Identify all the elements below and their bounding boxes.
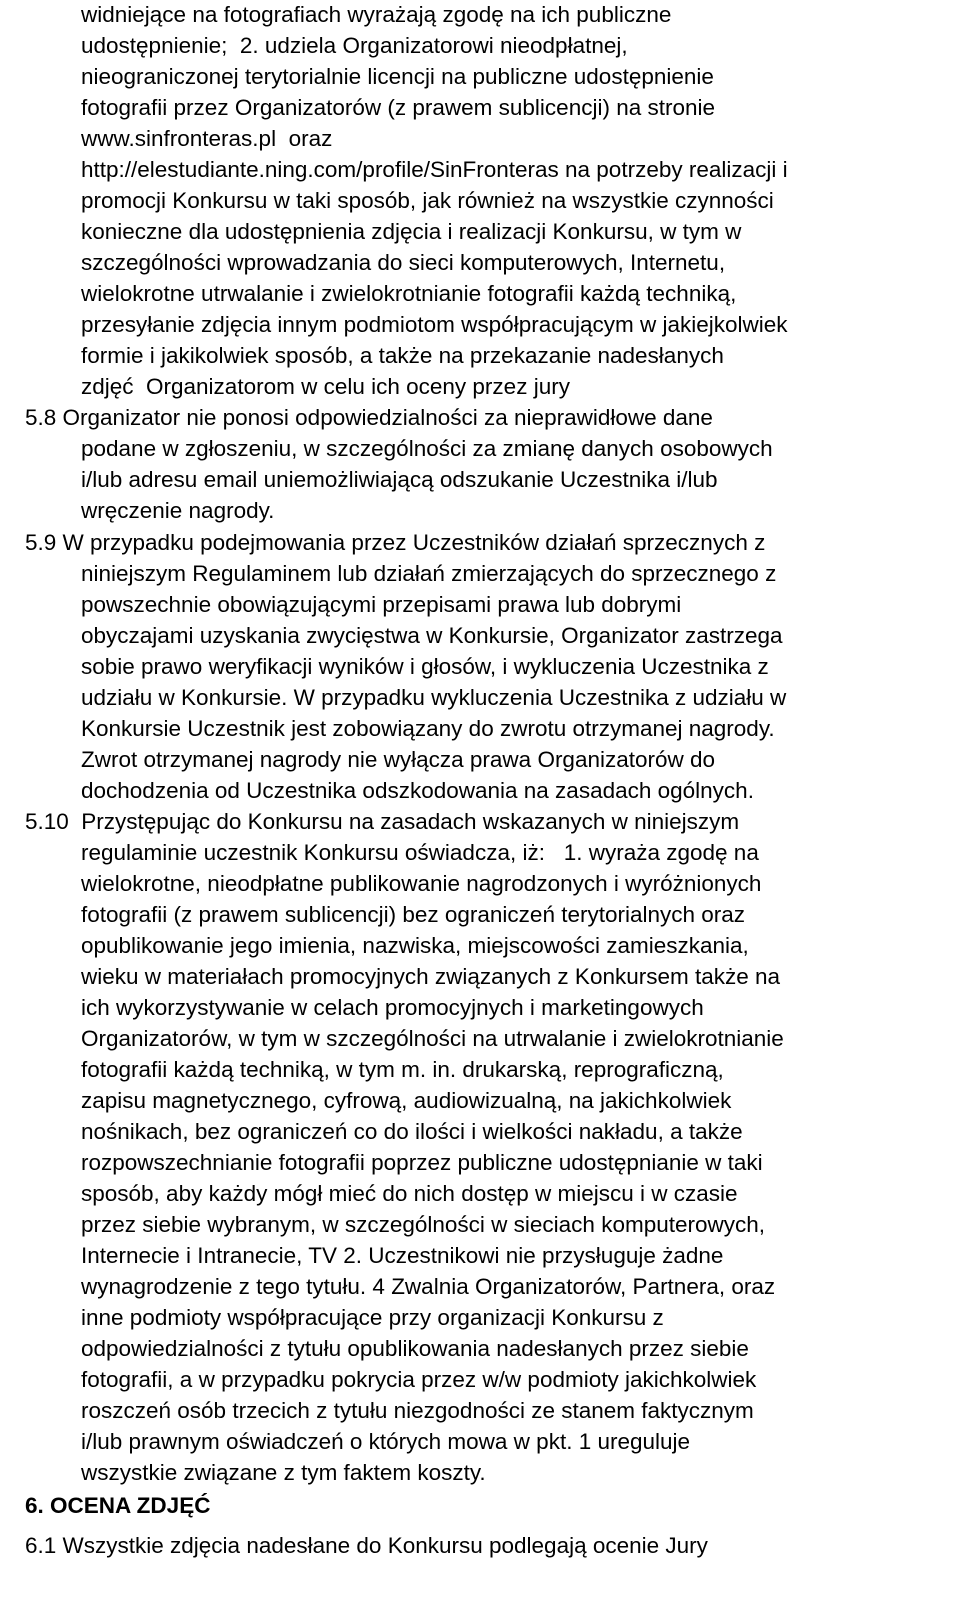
text-line: dochodzenia od Uczestnika odszkodowania na zasadach ogólnych.: [81, 778, 754, 803]
text-line: formie i jakikolwiek sposób, a także na przekazanie nadesłanych: [81, 343, 724, 368]
text-line: wielokrotne utrwalanie i zwielokrotnianie fotografii każdą techniką,: [81, 281, 737, 306]
text-line: zapisu magnetycznego, cyfrową, audiowizualną, na jakichkolwiek: [81, 1088, 732, 1113]
text-line: wręczenie nagrody.: [81, 498, 275, 523]
text-line: i/lub prawnym oświadczeń o których mowa w pkt. 1 ureguluje: [81, 1429, 691, 1454]
text-line: sposób, aby każdy mógł mieć do nich dostęp w miejscu i w czasie: [81, 1181, 738, 1206]
text-line: wszystkie związane z tym faktem koszty.: [81, 1460, 486, 1485]
text-line: sobie prawo weryfikacji wyników i głosów, i wykluczenia Uczestnika z: [81, 654, 769, 679]
text-line: udostępnienie; 2. udziela Organizatorowi nieodpłatnej,: [81, 33, 628, 58]
text-line: fotografii każdą techniką, w tym m. in. drukarską, reprograficzną,: [81, 1057, 724, 1082]
text-line: www.sinfronteras.pl oraz: [81, 126, 333, 151]
text-line: ich wykorzystywanie w celach promocyjnych i marketingowych: [81, 995, 704, 1020]
text-line: podane w zgłoszeniu, w szczególności za zmianę danych osobowych: [81, 436, 773, 461]
text-line: przez siebie wybranym, w szczególności w sieciach komputerowych,: [81, 1212, 766, 1237]
text-line: przesyłanie zdjęcia innym podmiotom współpracującym w jakiejkolwiek: [81, 312, 788, 337]
text-line: nieograniczonej terytorialnie licencji na publiczne udostępnienie: [81, 64, 714, 89]
text-line: Organizatorów, w tym w szczególności na utrwalanie i zwielokrotnianie: [81, 1026, 784, 1051]
text-line: szczególności wprowadzania do sieci komputerowych, Internetu,: [81, 250, 726, 275]
text-line: Internecie i Intranecie, TV 2. Uczestnikowi nie przysługuje żadne: [81, 1243, 724, 1268]
text-line: fotografii (z prawem sublicencji) bez ograniczeń terytorialnych oraz: [81, 902, 746, 927]
text-line: udziału w Konkursie. W przypadku wykluczenia Uczestnika z udziału w: [81, 685, 787, 710]
text-line: konieczne dla udostępnienia zdjęcia i realizacji Konkursu, w tym w: [81, 219, 742, 244]
text-line: obyczajami uzyskania zwycięstwa w Konkursie, Organizator zastrzega: [81, 623, 783, 648]
text-line: i/lub adresu email uniemożliwiającą odszukanie Uczestnika i/lub: [81, 467, 718, 492]
text-line: wieku w materiałach promocyjnych związanych z Konkursem także na: [81, 964, 781, 989]
text-line: http://elestudiante.ning.com/profile/SinFronteras na potrzeby realizacji i: [81, 157, 788, 182]
text-line: fotografii, a w przypadku pokrycia przez w/w podmioty jakichkolwiek: [81, 1367, 757, 1392]
text-line: zdjęć Organizatorom w celu ich oceny przez jury: [81, 374, 570, 399]
text-line: inne podmioty współpracujące przy organizacji Konkursu z: [81, 1305, 664, 1330]
text-line: 5.9 W przypadku podejmowania przez Uczestników działań sprzecznych z: [25, 530, 766, 555]
text-line: niniejszym Regulaminem lub działań zmierzających do sprzecznego z: [81, 561, 777, 586]
text-line: 6.1 Wszystkie zdjęcia nadesłane do Konkursu podlegają ocenie Jury: [25, 1533, 708, 1558]
text-line: roszczeń osób trzecich z tytułu niezgodności ze stanem faktycznym: [81, 1398, 754, 1423]
text-line: Konkursie Uczestnik jest zobowiązany do zwrotu otrzymanej nagrody.: [81, 716, 775, 741]
text-line: 5.8 Organizator nie ponosi odpowiedzialności za nieprawidłowe dane: [25, 405, 713, 430]
text-line: odpowiedzialności z tytułu opublikowania nadesłanych przez siebie: [81, 1336, 749, 1361]
text-line: nośnikach, bez ograniczeń co do ilości i wielkości nakładu, a także: [81, 1119, 743, 1144]
text-line: opublikowanie jego imienia, nazwiska, miejscowości zamieszkania,: [81, 933, 749, 958]
text-line: rozpowszechnianie fotografii poprzez publiczne udostępnianie w taki: [81, 1150, 763, 1175]
text-line: fotografii przez Organizatorów (z prawem sublicencji) na stronie: [81, 95, 716, 120]
text-line: widniejące na fotografiach wyrażają zgodę na ich publiczne: [81, 2, 672, 27]
text-line: wynagrodzenie z tego tytułu. 4 Zwalnia Organizatorów, Partnera, oraz: [81, 1274, 776, 1299]
text-line: 5.10 Przystępując do Konkursu na zasadach wskazanych w niniejszym: [25, 809, 740, 834]
text-line: regulaminie uczestnik Konkursu oświadcza, iż: 1. wyraża zgodę na: [81, 840, 759, 865]
text-line: powszechnie obowiązującymi przepisami prawa lub dobrymi: [81, 592, 682, 617]
text-line: Zwrot otrzymanej nagrody nie wyłącza prawa Organizatorów do: [81, 747, 716, 772]
text-line: wielokrotne, nieodpłatne publikowanie nagrodzonych i wyróżnionych: [81, 871, 762, 896]
section-heading: 6. OCENA ZDJĘĆ: [25, 1493, 211, 1518]
text-line: promocji Konkursu w taki sposób, jak również na wszystkie czynności: [81, 188, 774, 213]
